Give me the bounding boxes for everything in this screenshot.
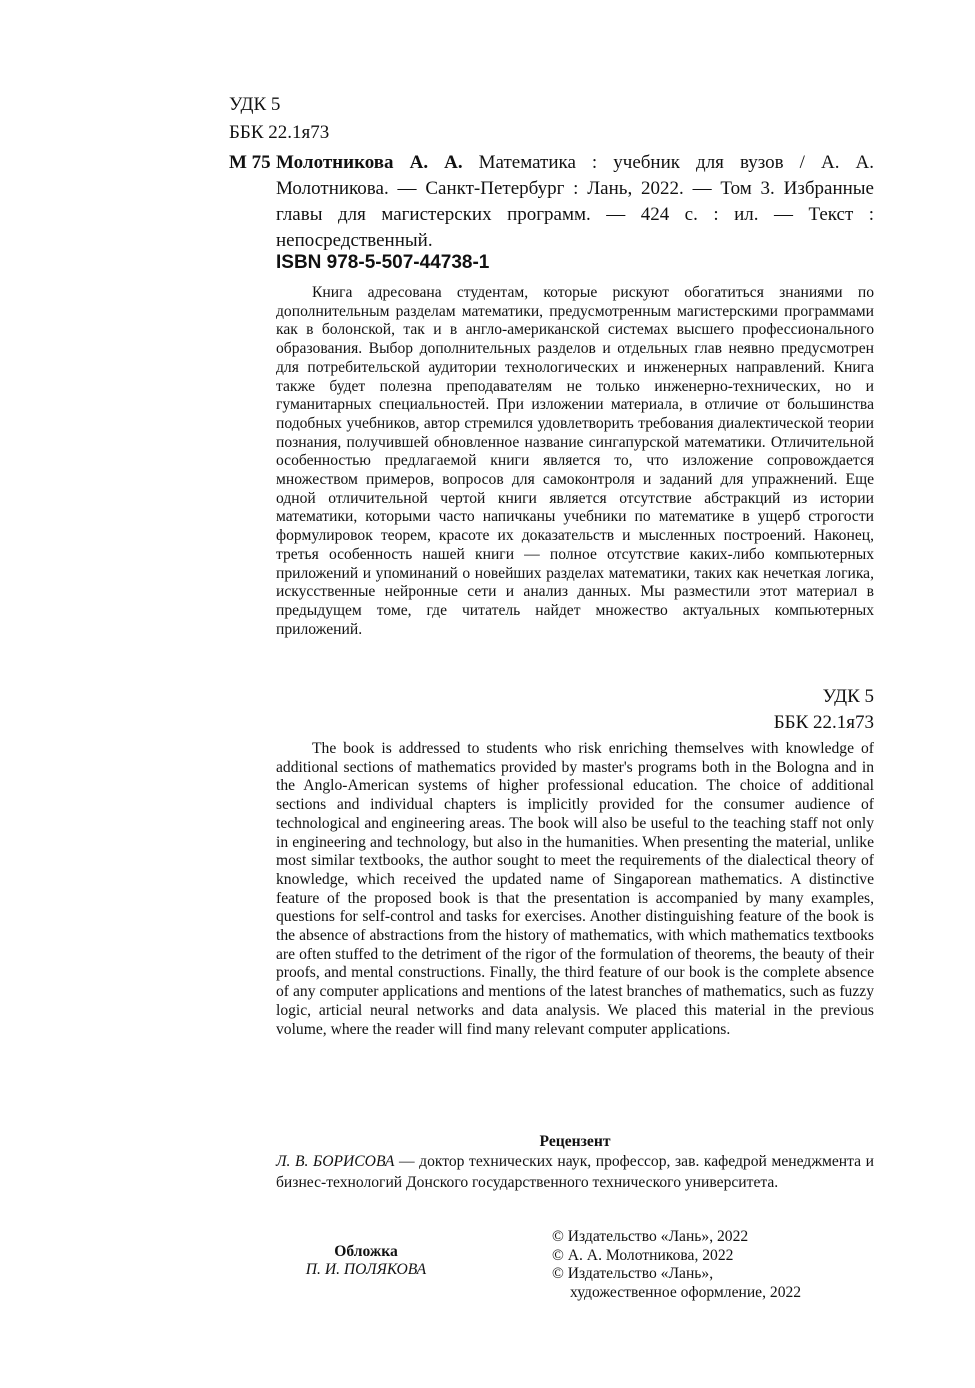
bbk-code: ББК 22.1я73 [229,122,330,143]
copyright-line: © А. А. Молотникова, 2022 [552,1246,734,1264]
reviewer-details: — доктор технических наук, профессор, зав. кафедрой менеджмента и бизнес-технологий Донского государственного технического университета. [276,1153,874,1191]
reviewer-heading: Рецензент [539,1133,611,1150]
author-name: Молотникова А. А. [276,152,463,173]
isbn: ISBN 978-5-507-44738-1 [276,252,490,273]
udk-code-right: УДК 5 [822,686,874,707]
copyright-line: © Издательство «Лань», [552,1265,714,1282]
udk-code: УДК 5 [229,94,281,115]
copyright-line: © Издательство «Лань», 2022 [552,1228,749,1245]
reviewer-name: Л. В. БОРИСОВА [276,1153,395,1170]
right-classification [774,684,874,736]
annotation-russian: Книга адресована студентам, которые рискуют обогатиться знаниями по дополнительным разделам математики, предусмотренным магистерскими программами как в болонской, так и в англо-американской системах высшего профессионального образования. Выбор дополнительных разделов и отдельных глав неявно предусмотрен для потребительской аудитории технологических и инженерных направлений. Книга также будет полезна преподавателям не только инженерно-технических, но и гуманитарных специальностей. При изложении материала, в отличие от большинства подобных учебников, автор стремился удовлетворить требования диалектической теории познания, получившей обновленное название сингапурской математики. Отличительной особенностью предлагаемой книги является то, что изложение сопровождается множеством примеров, вопросов для самоконтроля и заданий для упражнений. Еще одной отличительной чертой книги является отсутствие абстракций из истории математики, которыми часто напичканы учебники по математике в ущерб строгости формулировок теорем, красоте их доказательств и мысленных построений. Наконец, третья особенность нашей книги — полное отсутствие каких-либо компьютерных приложений и упоминаний о новейших разделах математики, таких как нечеткая логика, искусственные нейронные сети и анализ данных. Мы разместили этот материал в предыдущем томе, где читатель найдет множество актуальных компьютерных приложений. [276,284,874,638]
cover-designer: П. И. ПОЛЯКОВА [305,1261,427,1278]
cover-credit [276,1243,456,1279]
bibliographic-text: Математика : учебник для вузов / А. А. Молотникова. — Санкт-Петербург : Лань, 2022. — Том 3. Избранные главы для магистерских программ. — 424 с. : ил. — Текст : непосредственный. [276,152,874,251]
annotation-english: The book is addressed to students who risk enriching themselves with knowledge of additional sections of mathematics provided by master's programs both in the Bologna and in the Anglo-American systems of higher professional education. The choice of additional sections and individual chapters is implicitly provided for the consumer audience of technological and engineering areas. The book will also be useful to the teaching staff not only in engineering and technology, but also in the humanities. When presenting the material, unlike most similar textbooks, the author sought to meet the requirements of the dialectical theory of knowledge, which received the updated name of Singaporean mathematics. A distinctive feature of the proposed book is that the presentation is accompanied by many examples, questions for self-control and tasks for exercises. Another distinguishing feature of the book is the absence of abstractions from the history of mathematics, with which mathematics textbooks are often stuffed to the detriment of the rigor of the formulation of theorems, the beauty of their proofs, and mental constructions. Finally, the third feature of our book is the complete absence of any computer applications and mentions of the latest branches of mathematics, such as fuzzy logic, articial neural networks and data analysis. We placed this material in the previous volume, where the reader will find many relevant computer applications. [276,740,874,1038]
cover-heading: Обложка [334,1243,398,1260]
bbk-code-right: ББК 22.1я73 [773,712,874,733]
reviewer-info [276,1152,874,1193]
copyright-block [552,1228,801,1302]
top-classification [229,91,329,147]
bibliographic-description [276,150,874,254]
author-mark: М 75 [229,152,271,173]
copyright-line: художественное оформление, 2022 [570,1283,802,1301]
bibliographic-record [229,150,874,254]
